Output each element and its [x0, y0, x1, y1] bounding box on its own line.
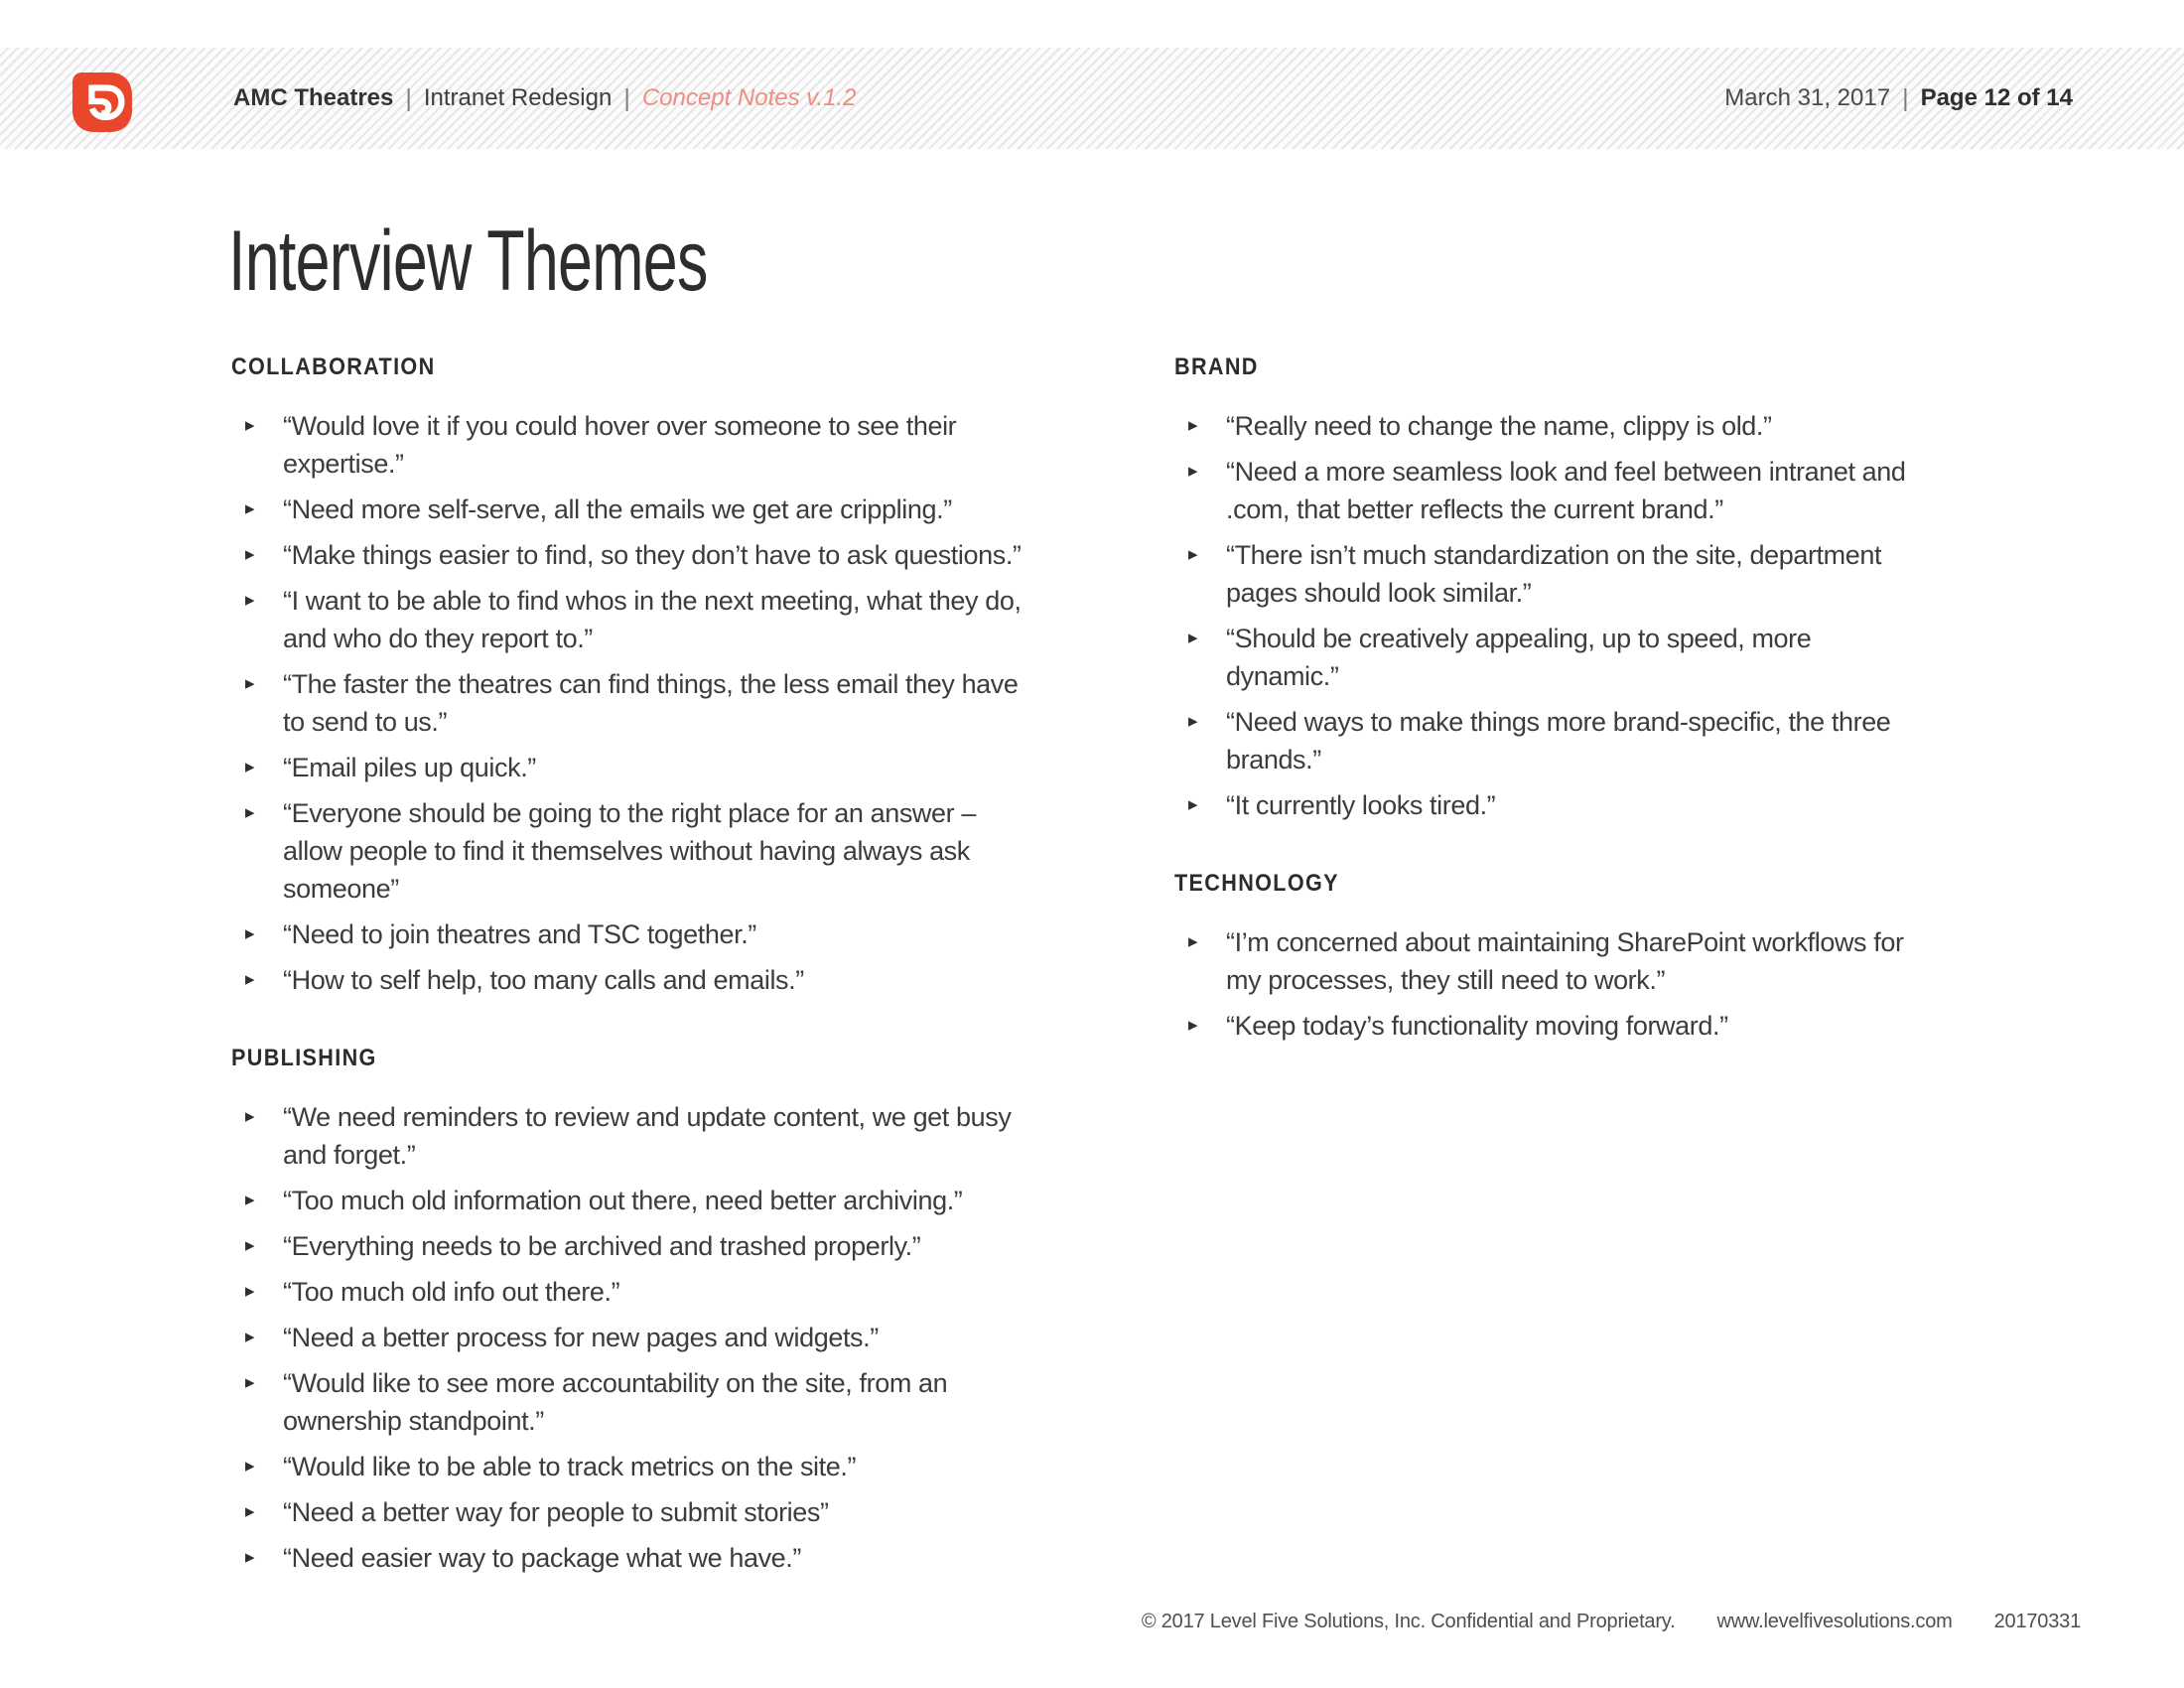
- footer-copyright: © 2017 Level Five Solutions, Inc. Confidential and Proprietary.: [1141, 1611, 1676, 1632]
- column-left: [231, 353, 1025, 1585]
- section-heading: COLLABORATION: [231, 353, 436, 380]
- header-project: Intranet Redesign: [423, 84, 613, 111]
- header-separator: |: [405, 83, 412, 112]
- quote-list: [231, 1098, 1025, 1577]
- quote-text: “Email piles up quick.”: [283, 753, 536, 782]
- bullet-icon: ▸: [1188, 1014, 1198, 1036]
- quote-text: “Need to join theatres and TSC together.”: [283, 919, 756, 949]
- bullet-icon: ▸: [1188, 930, 1198, 952]
- quote-text: “We need reminders to review and update content, we get busy and forget.”: [283, 1102, 1012, 1170]
- header-left: [233, 48, 857, 149]
- header-brand: AMC Theatres: [233, 84, 394, 111]
- bullet-icon: ▸: [245, 1546, 255, 1568]
- header-band: [0, 48, 2184, 149]
- quote-item: [231, 407, 1025, 483]
- bullet-icon: ▸: [245, 801, 255, 823]
- bullet-icon: ▸: [245, 414, 255, 436]
- header-page-number: Page 12 of 14: [1920, 84, 2073, 111]
- quote-list: [1174, 407, 1909, 824]
- column-right: [1174, 353, 1909, 1053]
- quote-text: “Too much old information out there, need better archiving.”: [283, 1186, 963, 1215]
- quote-item: [231, 915, 1025, 953]
- quote-item: [231, 961, 1025, 999]
- quote-text: “Too much old info out there.”: [283, 1277, 620, 1307]
- quote-item: [231, 665, 1025, 741]
- bullet-icon: ▸: [1188, 460, 1198, 482]
- quote-text: “Would like to be able to track metrics on the site.”: [283, 1452, 857, 1481]
- footer: [1142, 1611, 2081, 1633]
- quote-item: [231, 536, 1025, 574]
- quote-item: [1174, 407, 1909, 445]
- quote-text: “Really need to change the name, clippy is old.”: [1226, 411, 1772, 441]
- footer-website: www.levelfivesolutions.com: [1716, 1611, 1953, 1632]
- quote-item: [231, 1227, 1025, 1265]
- bullet-icon: ▸: [245, 922, 255, 944]
- quote-text: “I’m concerned about maintaining SharePoint workflows for my processes, they still need to work.”: [1226, 927, 1904, 995]
- quote-text: “Keep today’s functionality moving forward.”: [1226, 1011, 1728, 1041]
- section-heading: PUBLISHING: [231, 1045, 377, 1071]
- quote-list: [231, 407, 1025, 999]
- bullet-icon: ▸: [245, 1189, 255, 1210]
- quote-text: “Make things easier to find, so they don’t have to ask questions.”: [283, 540, 1022, 570]
- quote-text: “I want to be able to find whos in the next meeting, what they do, and who do they report to.”: [283, 586, 1022, 653]
- header-separator: |: [1902, 83, 1909, 112]
- quote-item: [231, 582, 1025, 657]
- quote-text: “Everyone should be going to the right place for an answer – allow people to find it themselves without having always ask someone”: [283, 798, 976, 904]
- section-collaboration: [231, 353, 1025, 999]
- quote-item: [1174, 536, 1909, 612]
- quote-item: [231, 1539, 1025, 1577]
- quote-item: [231, 1448, 1025, 1485]
- page-title: Interview Themes: [228, 213, 708, 309]
- quote-item: [1174, 620, 1909, 695]
- bullet-icon: ▸: [245, 1455, 255, 1477]
- quote-item: [231, 1319, 1025, 1356]
- section-heading: TECHNOLOGY: [1174, 870, 1339, 897]
- quote-text: “Need a better process for new pages and widgets.”: [283, 1323, 879, 1352]
- header-notes: Concept Notes v.1.2: [641, 84, 857, 111]
- quote-item: [1174, 1007, 1909, 1045]
- bullet-icon: ▸: [1188, 414, 1198, 436]
- quote-text: “Need a better way for people to submit stories”: [283, 1497, 829, 1527]
- bullet-icon: ▸: [245, 1105, 255, 1127]
- quote-text: “Need more self-serve, all the emails we get are crippling.”: [283, 494, 952, 524]
- quote-text: “It currently looks tired.”: [1226, 790, 1496, 820]
- quote-item: [1174, 453, 1909, 528]
- quote-item: [231, 1364, 1025, 1440]
- quote-text: “How to self help, too many calls and emails.”: [283, 965, 804, 995]
- quote-item: [231, 794, 1025, 908]
- bullet-icon: ▸: [245, 543, 255, 565]
- quote-item: [1174, 786, 1909, 824]
- bullet-icon: ▸: [245, 1500, 255, 1522]
- section-technology: [1174, 870, 1909, 1045]
- quote-list: [1174, 923, 1909, 1045]
- quote-text: “Need ways to make things more brand-specific, the three brands.”: [1226, 707, 1891, 774]
- quote-text: “Should be creatively appealing, up to speed, more dynamic.”: [1226, 624, 1812, 691]
- bullet-icon: ▸: [1188, 627, 1198, 648]
- level-five-logo-icon: [71, 71, 133, 133]
- bullet-icon: ▸: [245, 756, 255, 777]
- quote-text: “Would like to see more accountability on the site, from an ownership standpoint.”: [283, 1368, 948, 1436]
- quote-text: “The faster the theatres can find things, the less email they have to send to us.”: [283, 669, 1019, 737]
- bullet-icon: ▸: [1188, 543, 1198, 565]
- quote-text: “Need a more seamless look and feel between intranet and .com, that better reflects the current brand.”: [1226, 457, 1906, 524]
- bullet-icon: ▸: [245, 1371, 255, 1393]
- footer-code: 20170331: [1993, 1611, 2081, 1632]
- quote-item: [1174, 703, 1909, 778]
- quote-item: [231, 749, 1025, 786]
- bullet-icon: ▸: [245, 1280, 255, 1302]
- quote-item: [231, 1098, 1025, 1174]
- quote-item: [1174, 923, 1909, 999]
- bullet-icon: ▸: [245, 1234, 255, 1256]
- quote-text: “Would love it if you could hover over someone to see their expertise.”: [283, 411, 957, 479]
- bullet-icon: ▸: [245, 497, 255, 519]
- header-separator: |: [623, 83, 630, 112]
- bullet-icon: ▸: [1188, 793, 1198, 815]
- section-brand: [1174, 353, 1909, 824]
- quote-text: “There isn’t much standardization on the site, department pages should look similar.”: [1226, 540, 1882, 608]
- section-publishing: [231, 1045, 1025, 1577]
- quote-item: [231, 1182, 1025, 1219]
- bullet-icon: ▸: [1188, 710, 1198, 732]
- quote-text: “Everything needs to be archived and trashed properly.”: [283, 1231, 921, 1261]
- section-heading: BRAND: [1174, 353, 1259, 380]
- bullet-icon: ▸: [245, 672, 255, 694]
- bullet-icon: ▸: [245, 1326, 255, 1347]
- header-right: [1724, 48, 2073, 149]
- quote-item: [231, 1493, 1025, 1531]
- quote-item: [231, 491, 1025, 528]
- quote-item: [231, 1273, 1025, 1311]
- header-date: March 31, 2017: [1724, 84, 1891, 111]
- quote-text: “Need easier way to package what we have.”: [283, 1543, 801, 1573]
- bullet-icon: ▸: [245, 968, 255, 990]
- bullet-icon: ▸: [245, 589, 255, 611]
